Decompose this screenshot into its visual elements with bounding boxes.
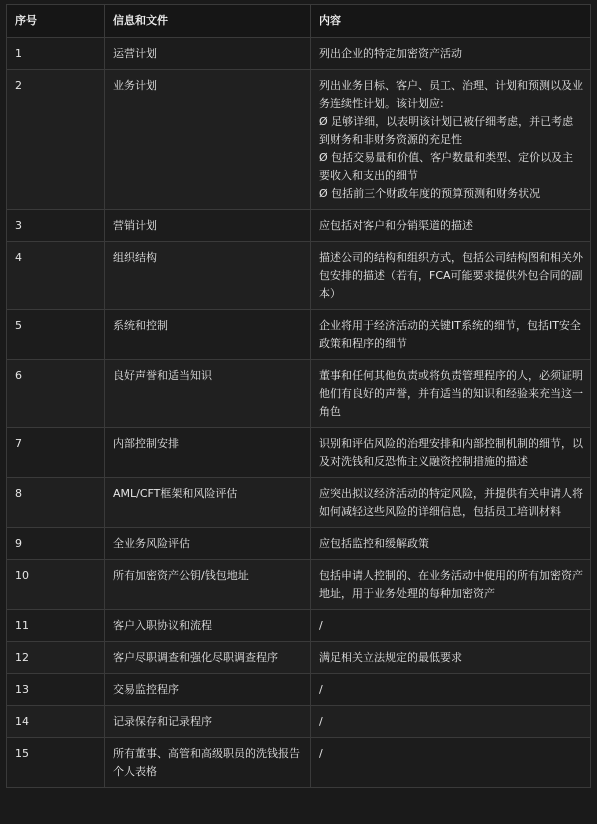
table-row <box>7 528 591 560</box>
row-content-cell: 董事和任何其他负责或将负责管理程序的人，必须证明他们有良好的声誉，并有适当的知识和经验来充当这一角色 <box>311 360 591 428</box>
row-content-cell: 应包括监控和缓解政策 <box>311 528 591 560</box>
row-info-cell: 营销计划 <box>105 210 311 242</box>
row-content-cell: 列出业务目标、客户、员工、治理、计划和预测以及业务连续性计划。该计划应: Ø 足够详细，以表明该计划已被仔细考虑，并已考虑到财务和非财务资源的充足性 Ø 包括交易量和价值、客户数量和类型、定价以及主要收入和支出的细节 Ø 包括前三个财政年度的预算预测和财务状况 <box>311 70 591 210</box>
row-content-cell: 包括申请人控制的、在业务活动中使用的所有加密资产地址，用于业务处理的每种加密资产 <box>311 560 591 610</box>
row-number-cell: 13 <box>7 674 105 706</box>
row-info-cell: 客户尽职调查和强化尽职调查程序 <box>105 642 311 674</box>
table-row <box>7 642 591 674</box>
row-number-cell: 2 <box>7 70 105 210</box>
table-header-row <box>7 5 591 38</box>
table-row <box>7 738 591 788</box>
row-content-cell: 识别和评估风险的治理安排和内部控制机制的细节，以及对洗钱和反恐怖主义融资控制措施的描述 <box>311 428 591 478</box>
table-body <box>7 38 591 788</box>
table-row <box>7 610 591 642</box>
row-content-cell: / <box>311 738 591 788</box>
row-content-cell: 描述公司的结构和组织方式，包括公司结构图和相关外包安排的描述（若有，FCA可能要求提供外包合同的副本） <box>311 242 591 310</box>
row-number-cell: 11 <box>7 610 105 642</box>
row-content-cell: / <box>311 674 591 706</box>
row-info-cell: 交易监控程序 <box>105 674 311 706</box>
row-info-cell: 所有董事、高管和高级职员的洗钱报告个人表格 <box>105 738 311 788</box>
row-number-cell: 12 <box>7 642 105 674</box>
row-info-cell: 内部控制安排 <box>105 428 311 478</box>
table-row <box>7 360 591 428</box>
table-row <box>7 478 591 528</box>
row-number-cell: 15 <box>7 738 105 788</box>
row-content-cell: 应包括对客户和分销渠道的描述 <box>311 210 591 242</box>
row-content-cell: / <box>311 610 591 642</box>
table-row <box>7 674 591 706</box>
row-content-cell: 企业将用于经济活动的关键IT系统的细节，包括IT安全政策和程序的细节 <box>311 310 591 360</box>
row-info-cell: 全业务风险评估 <box>105 528 311 560</box>
row-number-cell: 10 <box>7 560 105 610</box>
row-number-cell: 14 <box>7 706 105 738</box>
row-number-cell: 6 <box>7 360 105 428</box>
row-number-cell: 1 <box>7 38 105 70</box>
row-info-cell: 记录保存和记录程序 <box>105 706 311 738</box>
table-row <box>7 706 591 738</box>
row-content-cell: 列出企业的特定加密资产活动 <box>311 38 591 70</box>
table-row <box>7 310 591 360</box>
table-row <box>7 38 591 70</box>
row-info-cell: 良好声誉和适当知识 <box>105 360 311 428</box>
header-no: 序号 <box>7 5 105 38</box>
row-info-cell: AML/CFT框架和风险评估 <box>105 478 311 528</box>
row-number-cell: 9 <box>7 528 105 560</box>
row-info-cell: 业务计划 <box>105 70 311 210</box>
row-info-cell: 系统和控制 <box>105 310 311 360</box>
row-info-cell: 客户入职协议和流程 <box>105 610 311 642</box>
row-info-cell: 组织结构 <box>105 242 311 310</box>
header-info: 信息和文件 <box>105 5 311 38</box>
requirements-table <box>6 4 591 788</box>
row-content-cell: 满足相关立法规定的最低要求 <box>311 642 591 674</box>
table-row <box>7 210 591 242</box>
row-number-cell: 3 <box>7 210 105 242</box>
row-number-cell: 5 <box>7 310 105 360</box>
row-content-cell: 应突出拟议经济活动的特定风险，并提供有关申请人将如何减轻这些风险的详细信息，包括员工培训材料 <box>311 478 591 528</box>
row-content-cell: / <box>311 706 591 738</box>
table-row <box>7 560 591 610</box>
row-number-cell: 8 <box>7 478 105 528</box>
table-row <box>7 70 591 210</box>
table-row <box>7 242 591 310</box>
row-number-cell: 4 <box>7 242 105 310</box>
table-row <box>7 428 591 478</box>
header-content: 内容 <box>311 5 591 38</box>
row-number-cell: 7 <box>7 428 105 478</box>
row-info-cell: 运营计划 <box>105 38 311 70</box>
row-info-cell: 所有加密资产公钥/钱包地址 <box>105 560 311 610</box>
